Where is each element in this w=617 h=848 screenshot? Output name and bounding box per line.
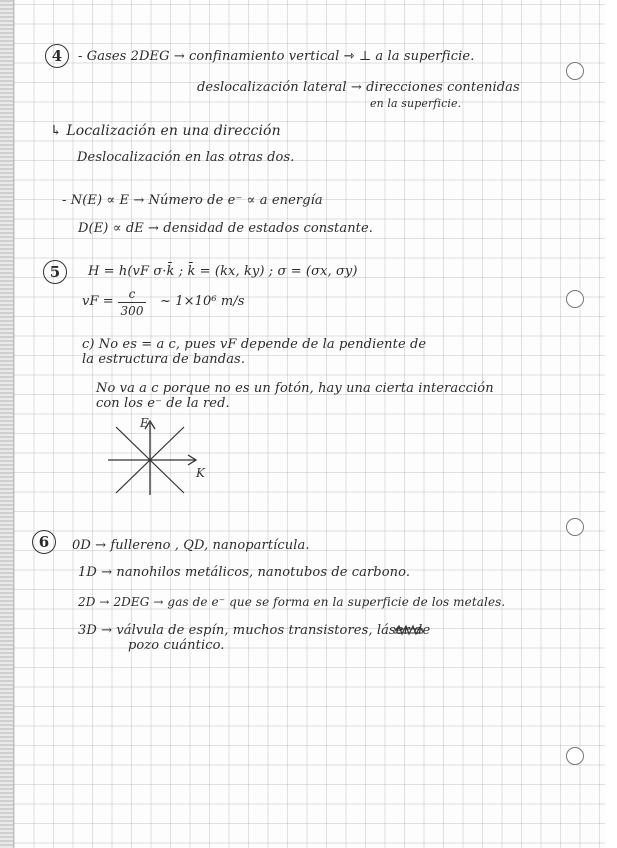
section-number-4: 4: [45, 44, 69, 68]
section4-line6: - N(E) ∝ E → Número de e⁻ ∝ a energía: [62, 193, 323, 208]
section4-line3: en la superficie.: [370, 97, 462, 110]
page-right-margin: [605, 0, 617, 848]
section6-line-3d: 3D → válvula de espín, muchos transistores, láser de: [78, 623, 431, 638]
fraction-numerator: c: [128, 287, 136, 301]
section-number-6: 6: [32, 530, 56, 554]
dirac-cone-sketch: [100, 415, 210, 500]
section6-line-3d-cont: pozo cuántico.: [128, 638, 225, 653]
section4-line2: deslocalización lateral → direcciones contenidas: [197, 80, 520, 95]
hamiltonian-equation: H = h(vF σ·k̄ ; k̄ = (kx, ky) ; σ = (σx, σy): [88, 264, 358, 279]
section5-note-line2: con los e⁻ de la red.: [96, 396, 230, 411]
crossed-out-scribble: [393, 623, 425, 637]
section6-line-1d: 1D → nanohilos metálicos, nanotubos de carbono.: [78, 565, 411, 580]
fraction-bar: [118, 302, 146, 303]
section6-line-2d: 2D → 2DEG → gas de e⁻ que se forma en la superficie de los metales.: [78, 595, 506, 609]
section5-answer-c-line2: la estructura de bandas.: [82, 352, 246, 367]
section4-line7: D(E) ∝ dE → densidad de estados constante.: [78, 221, 374, 236]
fermi-velocity-fraction: [118, 287, 146, 318]
axis-label-e: E: [140, 416, 149, 430]
section5-note-line1: No va a c porque no es un fotón, hay una cierta interacción: [96, 381, 494, 396]
punch-hole-4: [566, 747, 584, 765]
section-number-5: 5: [43, 260, 67, 284]
section4-line4: ↳ Localización en una dirección: [50, 123, 281, 139]
section6-line-0d: 0D → fullereno , QD, nanopartícula.: [72, 538, 310, 553]
binding-edge: [0, 0, 14, 848]
fermi-velocity-lhs: vF =: [82, 294, 114, 309]
fraction-denominator: 300: [120, 304, 144, 318]
punch-hole-2: [566, 290, 584, 308]
section4-line1: - Gases 2DEG → confinamiento vertical ⇾ ⊥ a la superficie.: [78, 49, 475, 64]
punch-hole-1: [566, 62, 584, 80]
section4-line5: Deslocalización en las otras dos.: [77, 150, 295, 165]
axis-label-k: K: [196, 466, 205, 480]
section5-answer-c-line1: c) No es = a c, pues vF depende de la pendiente de: [82, 337, 427, 352]
punch-hole-3: [566, 518, 584, 536]
fermi-velocity-rhs: ~ 1×10⁶ m/s: [160, 294, 245, 309]
